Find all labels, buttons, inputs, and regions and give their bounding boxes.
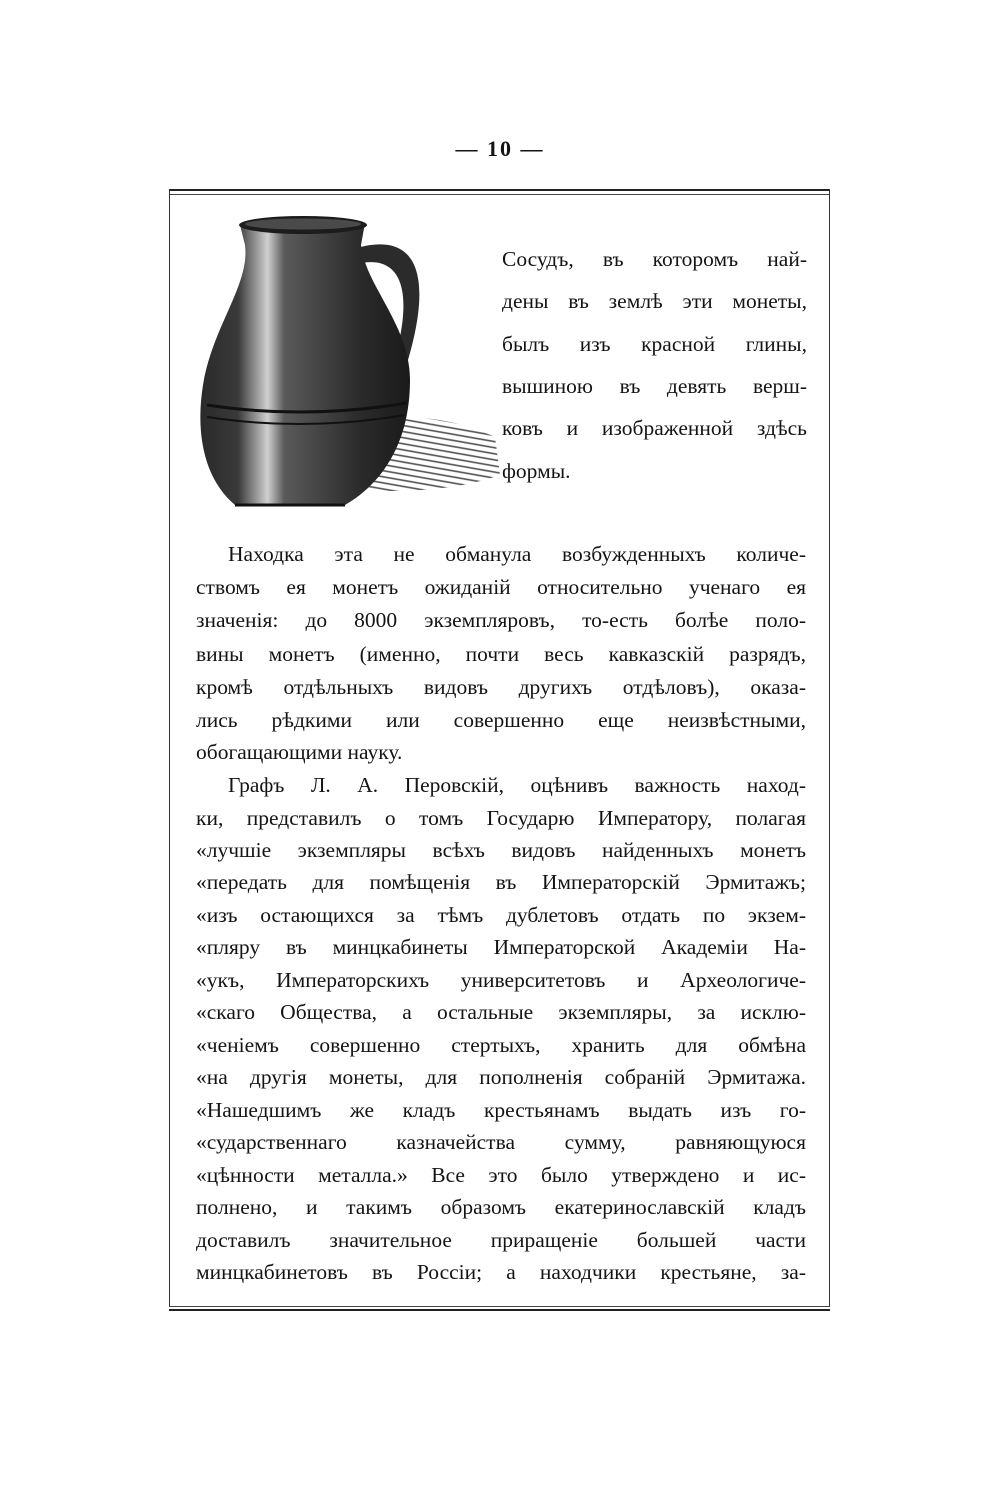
paragraph-line: «пляру въ минцкабинеты Императорской Академіи На-	[196, 935, 806, 959]
frame-top-rule-thin	[169, 194, 830, 195]
paragraph-line: «скаго Общества, а остальные экземпляры, за исклю-	[196, 1000, 806, 1024]
frame-right-rule	[829, 189, 830, 1307]
paragraph-line: «Нашедшимъ же кладъ крестьянамъ выдать изъ го-	[196, 1098, 806, 1122]
caption-line: былъ изъ красной глины,	[502, 332, 807, 356]
caption-line: дены въ землѣ эти монеты,	[502, 289, 807, 313]
clay-jug-illustration	[195, 205, 505, 515]
paragraph-line: значенія: до 8000 экземпляровъ, то-есть болѣе поло-	[196, 608, 806, 632]
paragraph-line: «укъ, Императорскихъ университетовъ и Археологиче-	[196, 968, 806, 992]
frame-bottom-rule-thin	[169, 1306, 830, 1307]
caption-line: Сосудъ, въ которомъ най-	[502, 247, 807, 271]
paragraph-line: полнено, и такимъ образомъ екатеринославскій кладъ	[196, 1195, 806, 1219]
paragraph-line: «ченіемъ совершенно стертыхъ, хранить для обмѣна	[196, 1033, 806, 1057]
paragraph-line: «цѣнности металла.» Все это было утверждено и ис-	[196, 1163, 806, 1187]
paragraph-line: лись рѣдкими или совершенно еще неизвѣстными,	[196, 708, 806, 732]
paragraph-line: Графъ Л. А. Перовскій, оцѣнивъ важность наход-	[228, 773, 806, 797]
paragraph-line: доставилъ значительное приращеніе большей части	[196, 1228, 806, 1252]
frame-left-rule	[169, 189, 170, 1307]
frame-bottom-rule	[169, 1309, 830, 1311]
frame-top-rule	[169, 189, 830, 191]
paragraph-line: «передать для помѣщенія въ Императорскій Эрмитажъ;	[196, 870, 806, 894]
paragraph-line: Находка эта не обманула возбужденныхъ количе-	[228, 542, 806, 566]
paragraph-line: кромѣ отдѣльныхъ видовъ другихъ отдѣловъ), оказа-	[196, 675, 806, 699]
paragraph-line: ки, представилъ о томъ Государю Императору, полагая	[196, 806, 806, 830]
paragraph-line: вины монетъ (именно, почти весь кавказскій разрядъ,	[196, 642, 806, 666]
paragraph-line: «изъ остающихся за тѣмъ дублетовъ отдать по экзем-	[196, 903, 806, 927]
paragraph-line: «на другія монеты, для пополненія собраній Эрмитажа.	[196, 1065, 806, 1089]
caption-line: формы.	[502, 459, 571, 483]
paragraph-line: «сударственнаго казначейства сумму, равняющуюся	[196, 1130, 806, 1154]
caption-line: вышиною въ девять верш-	[502, 374, 807, 398]
caption-line: ковъ и изображенной здѣсь	[502, 416, 807, 440]
paragraph-line: ствомъ ея монетъ ожиданій относительно ученаго ея	[196, 575, 806, 599]
page-number: — 10 —	[455, 136, 545, 161]
paragraph-line: «лучшіе экземпляры всѣхъ видовъ найденныхъ монетъ	[196, 838, 806, 862]
paragraph-line: минцкабинетовъ въ Россіи; а находчики крестьяне, за-	[196, 1260, 806, 1284]
paragraph-line: обогащающими науку.	[196, 740, 403, 764]
